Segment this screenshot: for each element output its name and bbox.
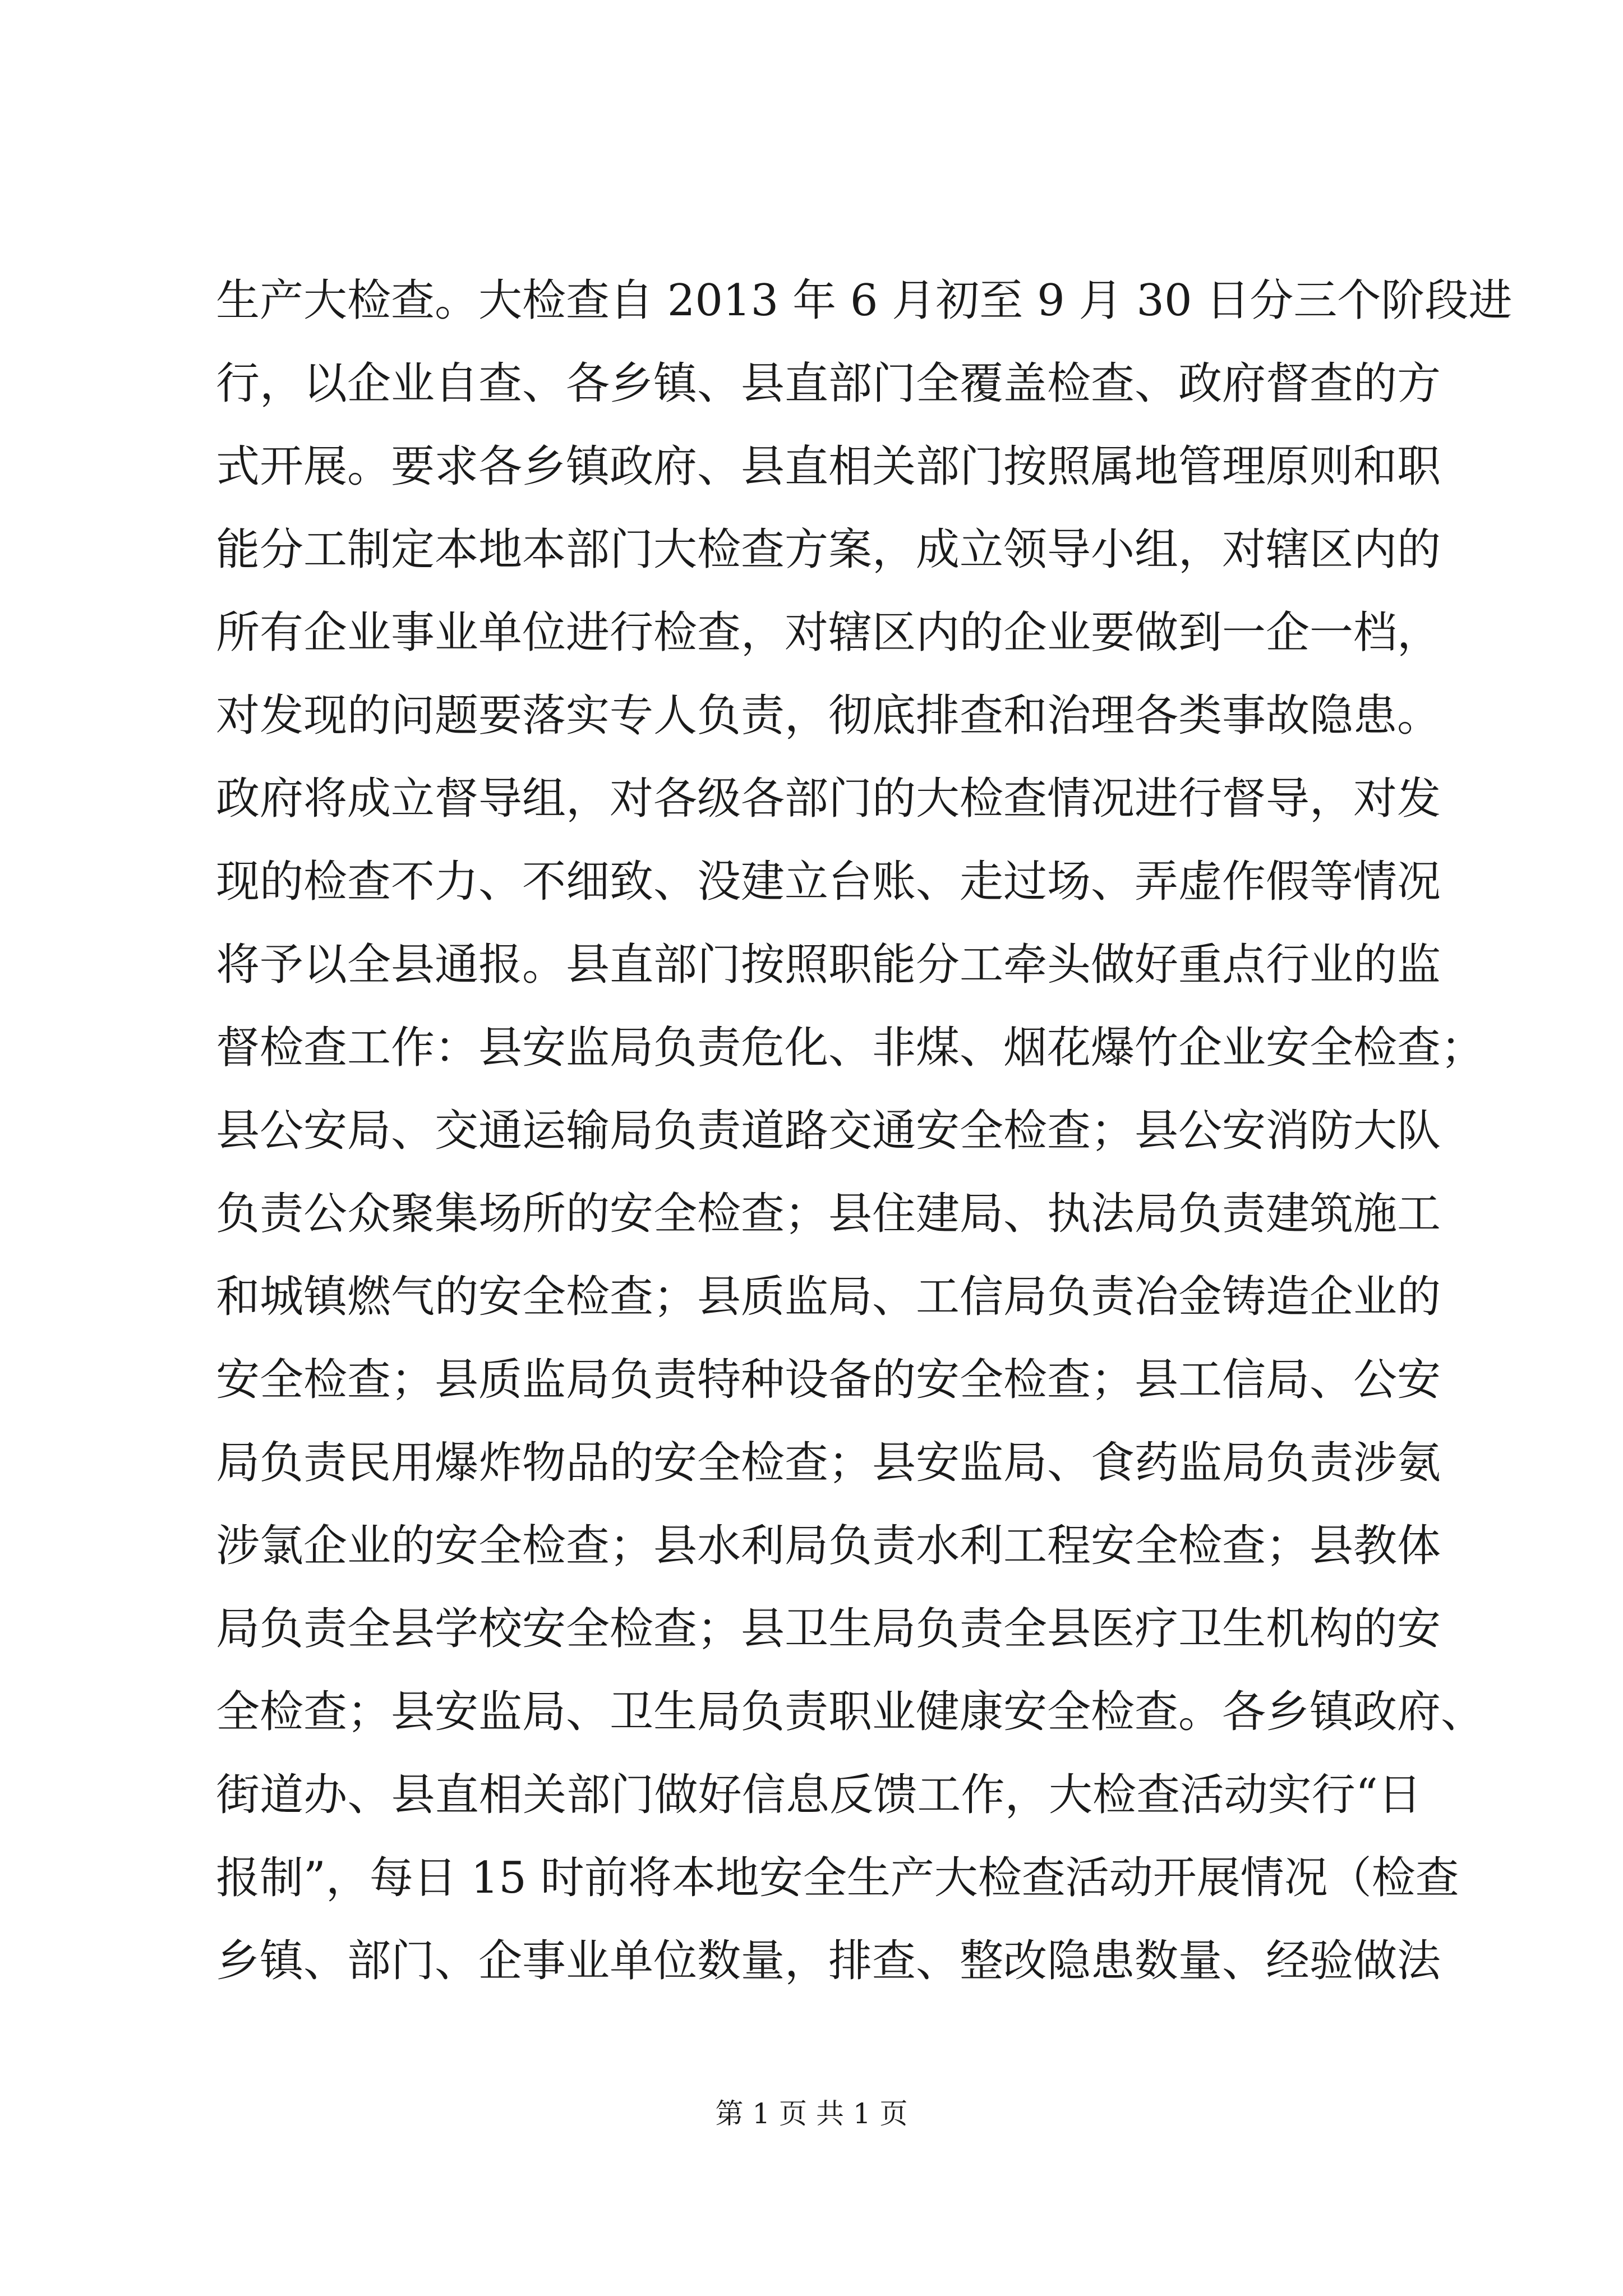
- text-line: 局负责全县学校安全检查；县卫生局负责全县医疗卫生机构的安: [216, 1604, 1441, 1654]
- text-line: 街道办、县直相关部门做好信息反馈工作，大检查活动实行“日: [216, 1770, 1422, 1820]
- text-line: 政府将成立督导组，对各级各部门的大检查情况进行督导，对发: [216, 774, 1441, 824]
- text-line: 负责公众聚集场所的安全检查；县住建局、执法局负责建筑施工: [216, 1189, 1441, 1239]
- text-line: 生产大检查。大检查自 2013 年 6 月初至 9 月 30 日分三个阶段进: [216, 275, 1513, 326]
- text-line: 涉氯企业的安全检查；县水利局负责水利工程安全检查；县教体: [216, 1521, 1441, 1571]
- text-line: 和城镇燃气的安全检查；县质监局、工信局负责冶金铸造企业的: [216, 1272, 1441, 1322]
- text-line: 局负责民用爆炸物品的安全检查；县安监局、食药监局负责涉氨: [216, 1438, 1441, 1488]
- text-line: 报制”，每日 15 时前将本地安全生产大检查活动开展情况（检查: [216, 1853, 1459, 1903]
- text-line: 能分工制定本地本部门大检查方案，成立领导小组，对辖区内的: [216, 524, 1441, 575]
- text-line: 督检查工作：县安监局负责危化、非煤、烟花爆竹企业安全检查；: [216, 1023, 1485, 1073]
- text-line: 式开展。要求各乡镇政府、县直相关部门按照属地管理原则和职: [216, 441, 1441, 492]
- text-line: 全检查；县安监局、卫生局负责职业健康安全检查。各乡镇政府、: [216, 1687, 1485, 1737]
- page-footer: 第 1 页 共 1 页: [715, 2097, 908, 2130]
- text-line: 安全检查；县质监局负责特种设备的安全检查；县工信局、公安: [216, 1355, 1441, 1405]
- text-line: 对发现的问题要落实专人负责，彻底排查和治理各类事故隐患。: [216, 691, 1441, 741]
- body-text: [216, 259, 1513, 2003]
- text-line: 现的检查不力、不细致、没建立台账、走过场、弄虚作假等情况: [216, 857, 1441, 907]
- text-line: 县公安局、交通运输局负责道路交通安全检查；县公安消防大队: [216, 1106, 1441, 1156]
- text-line: 乡镇、部门、企事业单位数量，排查、整改隐患数量、经验做法: [216, 1936, 1441, 1986]
- text-line: 所有企业事业单位进行检查，对辖区内的企业要做到一企一档，: [216, 608, 1441, 658]
- text-line: 将予以全县通报。县直部门按照职能分工牵头做好重点行业的监: [216, 940, 1441, 990]
- text-line: 行，以企业自查、各乡镇、县直部门全覆盖检查、政府督查的方: [216, 358, 1441, 409]
